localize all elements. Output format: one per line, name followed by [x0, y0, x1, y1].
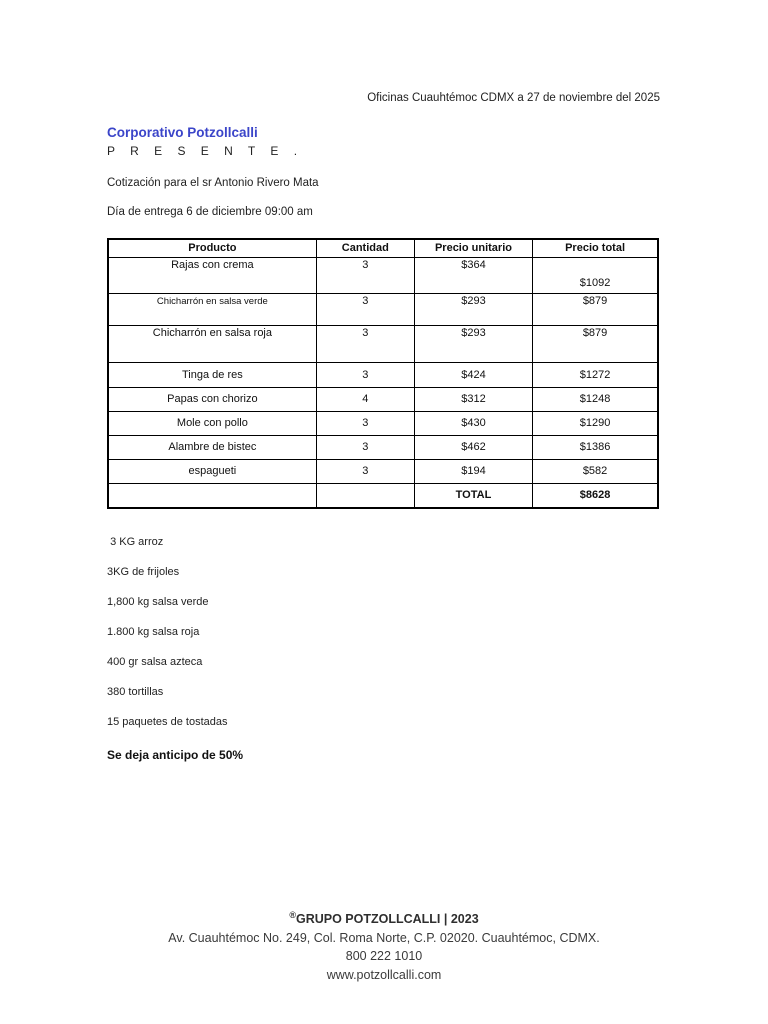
- cell-precio-total: $1092: [533, 258, 658, 294]
- footer-company-name: GRUPO POTZOLLCALLI | 2023: [295, 912, 479, 927]
- registered-mark-icon: ®: [289, 910, 296, 920]
- table-header-row: [108, 239, 658, 258]
- extra-item-frijoles: 3KG de frijoles: [107, 566, 180, 578]
- quotation-table: [107, 238, 659, 509]
- cell-cantidad: 3: [316, 294, 414, 326]
- table-row: [108, 294, 658, 326]
- cell-precio-total: $1290: [533, 412, 658, 436]
- footer-address: Av. Cuauhtémoc No. 249, Col. Roma Norte, C.P. 02020. Cuauhtémoc, CDMX.: [168, 930, 600, 945]
- table-row: [108, 412, 658, 436]
- cell-precio-total: $879: [533, 294, 658, 326]
- table-row: [108, 436, 658, 460]
- cell-precio-unitario: $293: [414, 326, 532, 363]
- deposit-note: Se deja anticipo de 50%: [107, 748, 244, 762]
- table-row: [108, 460, 658, 484]
- document-date-line: Oficinas Cuauhtémoc CDMX a 27 de noviembre del 2025: [367, 92, 660, 104]
- cell-producto: Alambre de bistec: [108, 436, 316, 460]
- total-value: $8628: [533, 484, 658, 509]
- cell-precio-total: $879: [533, 326, 658, 363]
- cell-precio-total: $1248: [533, 388, 658, 412]
- cell-producto: Chicharrón en salsa verde: [108, 294, 316, 326]
- column-header-cantidad: Cantidad: [316, 239, 414, 258]
- extra-item-tortillas: 380 tortillas: [107, 686, 164, 698]
- cell-producto: espagueti: [108, 460, 316, 484]
- document-footer: [0, 906, 768, 984]
- table-total-row: [108, 484, 658, 509]
- footer-phone: 800 222 1010: [345, 949, 423, 964]
- cell-precio-unitario: $462: [414, 436, 532, 460]
- cell-precio-total: $1272: [533, 363, 658, 388]
- column-header-precio-total: Precio total: [533, 239, 658, 258]
- cell-precio-total: $582: [533, 460, 658, 484]
- extra-item-salsa-verde: 1,800 kg salsa verde: [107, 596, 209, 608]
- table-row: [108, 326, 658, 363]
- cell-precio-unitario: $312: [414, 388, 532, 412]
- extra-item-salsa-azteca: 400 gr salsa azteca: [107, 656, 203, 668]
- cell-producto: Tinga de res: [108, 363, 316, 388]
- cell-producto: Chicharrón en salsa roja: [108, 326, 316, 363]
- footer-website: www.potzollcalli.com: [326, 967, 442, 982]
- presente-line: P R E S E N T E .: [107, 144, 304, 158]
- cell-empty: [108, 484, 316, 509]
- cell-precio-unitario: $430: [414, 412, 532, 436]
- cell-empty: [316, 484, 414, 509]
- cell-cantidad: 3: [316, 436, 414, 460]
- cell-precio-unitario: $364: [414, 258, 532, 294]
- cell-producto: Mole con pollo: [108, 412, 316, 436]
- extra-item-tostadas: 15 paquetes de tostadas: [107, 716, 228, 728]
- cell-cantidad: 3: [316, 326, 414, 363]
- cell-cantidad: 3: [316, 412, 414, 436]
- delivery-date-line: Día de entrega 6 de diciembre 09:00 am: [107, 206, 313, 218]
- column-header-precio-unitario: Precio unitario: [414, 239, 532, 258]
- cell-precio-unitario: $424: [414, 363, 532, 388]
- recipient-name: Corporativo Potzollcalli: [107, 125, 258, 140]
- cell-cantidad: 3: [316, 363, 414, 388]
- column-header-producto: Producto: [108, 239, 316, 258]
- quote-subject-line: Cotización para el sr Antonio Rivero Mata: [107, 177, 319, 189]
- table-row: [108, 258, 658, 294]
- cell-cantidad: 3: [316, 258, 414, 294]
- extra-item-arroz: 3 KG arroz: [107, 536, 164, 548]
- cell-producto: Papas con chorizo: [108, 388, 316, 412]
- cell-cantidad: 3: [316, 460, 414, 484]
- cell-cantidad: 4: [316, 388, 414, 412]
- cell-precio-unitario: $293: [414, 294, 532, 326]
- cell-producto: Rajas con crema: [108, 258, 316, 294]
- cell-precio-total: $1386: [533, 436, 658, 460]
- table-row: [108, 388, 658, 412]
- extra-item-salsa-roja: 1.800 kg salsa roja: [107, 626, 200, 638]
- table-row: [108, 363, 658, 388]
- cell-precio-unitario: $194: [414, 460, 532, 484]
- footer-company-line: [0, 906, 768, 929]
- extras-list: [107, 536, 227, 746]
- total-label: TOTAL: [414, 484, 532, 509]
